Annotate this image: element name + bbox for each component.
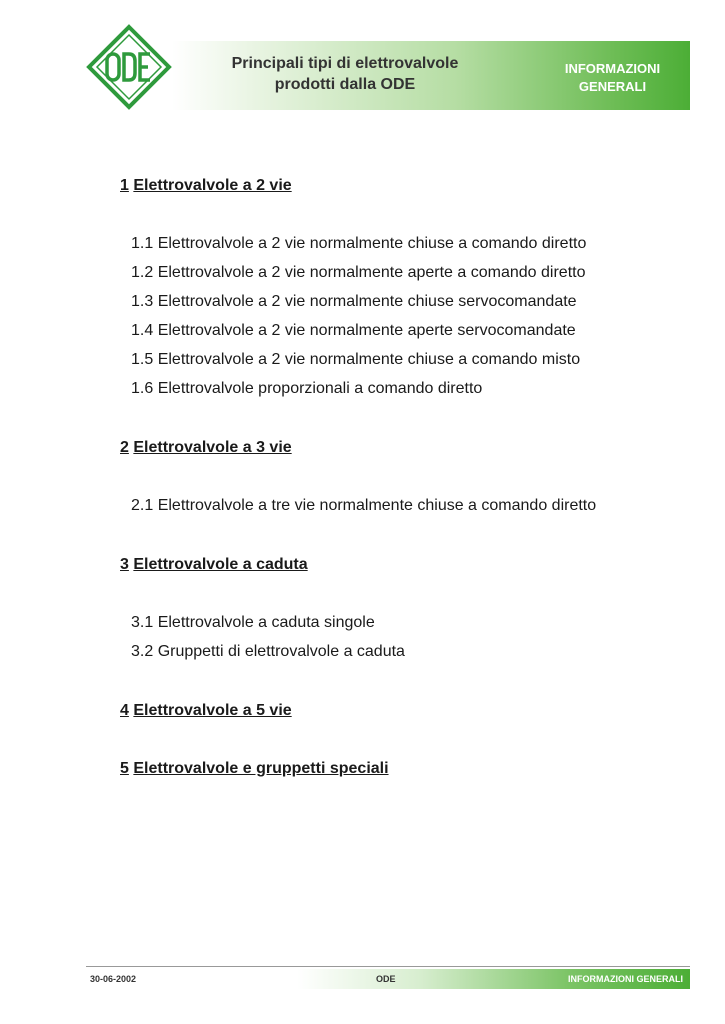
list-item: 1.6 Elettrovalvole proporzionali a comando diretto: [131, 380, 483, 397]
section-title: Elettrovalvole a 5 vie: [133, 702, 292, 719]
list-item: 1.3 Elettrovalvole a 2 vie normalmente chiuse servocomandate: [131, 293, 577, 310]
page-title-line-2: prodotti dalla ODE: [274, 76, 416, 93]
footer-divider: [86, 966, 690, 967]
section-number: 2: [120, 439, 129, 456]
section-title: Elettrovalvole a 2 vie: [133, 177, 292, 194]
footer-date: 30-06-2002: [90, 974, 137, 984]
ode-logo-mark: [86, 24, 172, 110]
ode-logo: [86, 24, 172, 110]
page-title-line-1: Principali tipi di elettrovalvole: [231, 55, 459, 72]
section-heading-2: [120, 439, 292, 457]
page-title: [200, 53, 490, 95]
list-item: 1.1 Elettrovalvole a 2 vie normalmente chiuse a comando diretto: [131, 235, 587, 252]
section-number: 4: [120, 702, 129, 719]
list-item: 3.1 Elettrovalvole a caduta singole: [131, 614, 375, 631]
list-item: 2.1 Elettrovalvole a tre vie normalmente chiuse a comando diretto: [131, 497, 597, 514]
section-title: Elettrovalvole e gruppetti speciali: [133, 760, 389, 777]
section-tag-line-1: INFORMAZIONI: [564, 61, 661, 76]
list-item: 1.4 Elettrovalvole a 2 vie normalmente aperte servocomandate: [131, 322, 576, 339]
section-tag: [540, 60, 685, 96]
list-item: 1.5 Elettrovalvole a 2 vie normalmente chiuse a comando misto: [131, 351, 581, 368]
footer-company: ODE: [376, 974, 396, 984]
footer-section-label: INFORMAZIONI GENERALI: [568, 974, 683, 984]
section-number: 5: [120, 760, 129, 777]
list-item: 1.2 Elettrovalvole a 2 vie normalmente aperte a comando diretto: [131, 264, 586, 281]
section-heading-1: [120, 177, 292, 195]
section-title: Elettrovalvole a caduta: [133, 556, 308, 573]
section-title: Elettrovalvole a 3 vie: [133, 439, 292, 456]
section-heading-3: [120, 556, 308, 574]
section-tag-line-2: GENERALI: [578, 79, 647, 94]
section-heading-5: [120, 760, 389, 778]
section-number: 1: [120, 177, 129, 194]
list-item: 3.2 Gruppetti di elettrovalvole a caduta: [131, 643, 405, 660]
section-number: 3: [120, 556, 129, 573]
section-heading-4: [120, 702, 292, 720]
